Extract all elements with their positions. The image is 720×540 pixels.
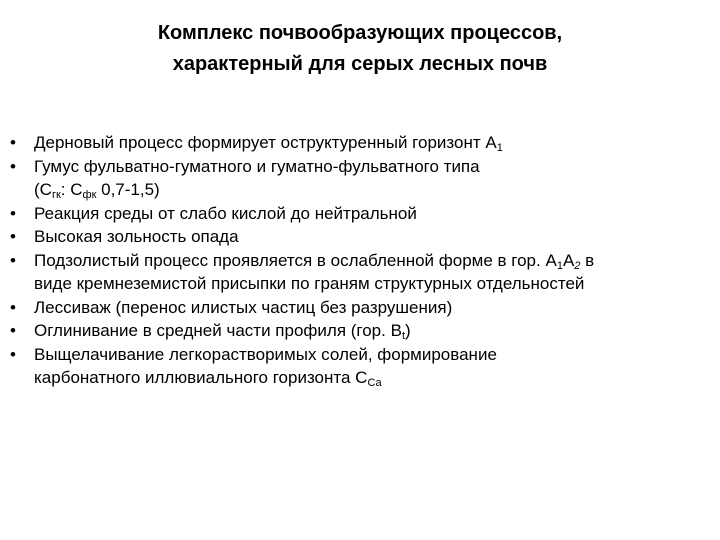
bullet-icon: • <box>10 250 16 270</box>
list-item-continuation: виде кремнеземистой присыпки по граням структурных отдельностей <box>34 274 585 293</box>
list-item <box>10 343 710 390</box>
list-item <box>10 225 710 249</box>
subscript: гк <box>51 189 61 201</box>
slide-title-line-2: характерный для серых лесных почв <box>172 53 548 75</box>
bullet-icon: • <box>10 227 16 246</box>
bullet-icon: • <box>10 156 16 176</box>
list-item-text: Высокая зольность опада <box>34 227 239 246</box>
list-item-text: Лессиваж (перенос илистых частиц без разрушения) <box>34 297 453 317</box>
list-item <box>10 319 710 343</box>
list-item <box>10 155 710 202</box>
list-item-continuation <box>34 366 710 390</box>
slide-title-line-1: Комплекс почвообразующих процессов, <box>157 22 563 44</box>
list-item-text: Реакция среды от слабо кислой до нейтральной <box>34 203 417 223</box>
list-item-text: : С <box>60 180 83 199</box>
list-item <box>10 202 710 226</box>
list-item <box>10 131 710 155</box>
subscript: 2 <box>574 259 581 272</box>
list-item-text: карбонатного иллювиального горизонта С <box>34 368 368 387</box>
list-item <box>10 249 710 296</box>
process-list <box>10 131 710 390</box>
subscript: t <box>401 330 405 342</box>
bullet-icon: • <box>10 321 16 340</box>
subscript: 1 <box>496 142 503 154</box>
list-item-text: ) <box>405 321 411 340</box>
slide-title <box>0 18 720 80</box>
subscript: фк <box>82 189 97 201</box>
list-item-text: 0,7-1,5) <box>96 180 160 199</box>
subscript: 1 <box>556 259 563 272</box>
subscript: Са <box>367 377 382 389</box>
list-item-text: Подзолистый процесс проявляется в ослабленной форме в гор. А <box>34 250 557 270</box>
bullet-icon: • <box>10 133 16 152</box>
bullet-icon: • <box>10 344 16 364</box>
list-item-text: (С <box>34 180 52 199</box>
bullet-icon: • <box>10 297 16 317</box>
list-item-continuation <box>34 178 710 202</box>
list-item-text: Выщелачивание легкорастворимых солей, формирование <box>34 344 497 364</box>
list-item-text: Дерновый процесс формирует оструктуренный горизонт А <box>34 133 497 152</box>
bullet-icon: • <box>10 203 16 223</box>
list-item-text: в <box>580 250 595 270</box>
list-item-text: А <box>562 250 575 270</box>
list-item-text: Гумус фульватно-гуматного и гуматно-фульватного типа <box>34 156 480 176</box>
list-item <box>10 296 710 320</box>
list-item-text: Оглинивание в средней части профиля (гор. В <box>34 321 402 340</box>
